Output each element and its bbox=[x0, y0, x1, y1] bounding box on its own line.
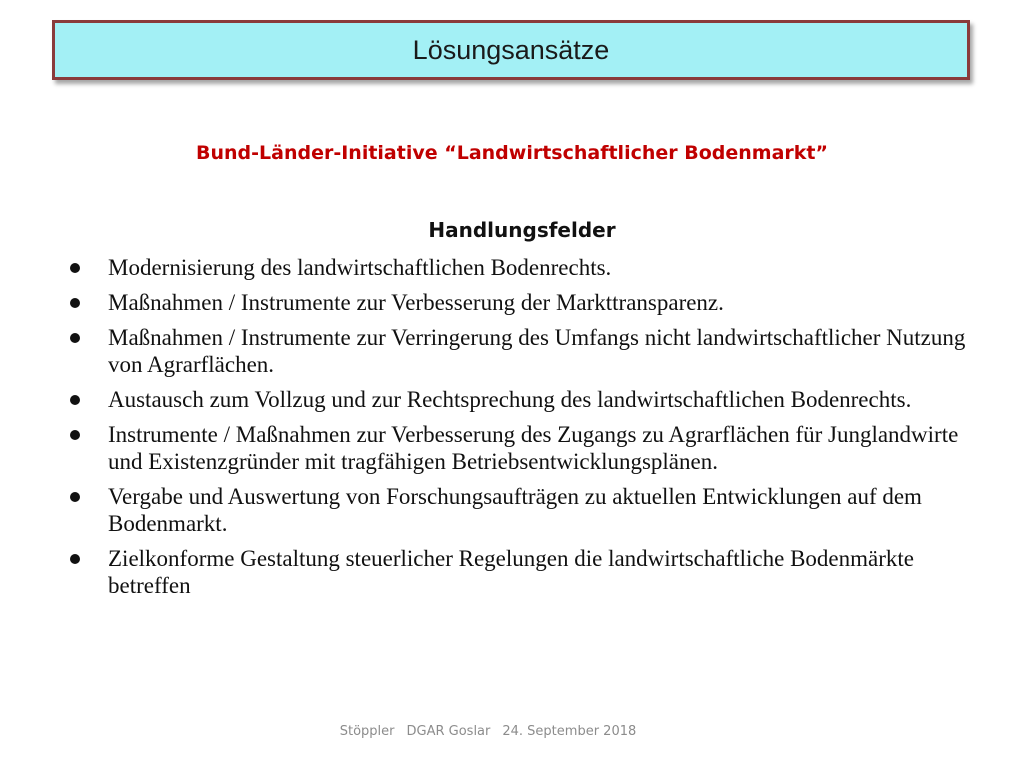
list-item bbox=[68, 289, 968, 316]
slide-title: Lösungsansätze bbox=[412, 34, 610, 65]
bullet-dot-icon bbox=[70, 492, 80, 502]
slide-subtitle: Bund-Länder-Initiative “Landwirtschaftlicher Bodenmarkt” bbox=[196, 142, 828, 164]
list-item bbox=[68, 545, 968, 599]
list-item-text: Maßnahmen / Instrumente zur Verbesserung der Markttransparenz. bbox=[108, 290, 724, 315]
footer-author: Stöppler bbox=[339, 724, 395, 739]
list-item-text: Modernisierung des landwirtschaftlichen Bodenrechts. bbox=[108, 255, 612, 280]
list-item-text: Austausch zum Vollzug und zur Rechtsprechung des landwirtschaftlichen Bodenrechts. bbox=[108, 387, 912, 412]
title-box bbox=[52, 20, 970, 80]
bullet-dot-icon bbox=[70, 395, 80, 405]
list-item-text: Maßnahmen / Instrumente zur Verringerung des Umfangs nicht landwirtschaftlicher Nutzung von Agrarflächen. bbox=[108, 325, 966, 377]
list-item bbox=[68, 386, 968, 413]
footer-date: 24. September 2018 bbox=[502, 724, 637, 739]
bullet-dot-icon bbox=[70, 430, 80, 440]
bullet-dot-icon bbox=[70, 263, 80, 273]
list-item-text: Zielkonforme Gestaltung steuerlicher Regelungen die landwirtschaftliche Bodenmärkte betreffen bbox=[108, 546, 914, 598]
bullet-dot-icon bbox=[70, 298, 80, 308]
list-item bbox=[68, 421, 968, 475]
list-item bbox=[68, 254, 968, 281]
bullet-dot-icon bbox=[70, 333, 80, 343]
section-heading: Handlungsfelder bbox=[428, 218, 616, 242]
bullet-dot-icon bbox=[70, 554, 80, 564]
bullet-list bbox=[68, 254, 968, 607]
list-item-text: Vergabe und Auswertung von Forschungsaufträgen zu aktuellen Entwicklungen auf dem Bodenmarkt. bbox=[108, 484, 922, 536]
slide-footer bbox=[0, 724, 976, 739]
list-item bbox=[68, 483, 968, 537]
list-item-text: Instrumente / Maßnahmen zur Verbesserung des Zugangs zu Agrarflächen für Junglandwirte und Existenzgründer mit tragfähigen Betriebsentwicklungsplänen. bbox=[108, 422, 959, 474]
footer-event: DGAR Goslar bbox=[406, 724, 491, 739]
list-item bbox=[68, 324, 968, 378]
